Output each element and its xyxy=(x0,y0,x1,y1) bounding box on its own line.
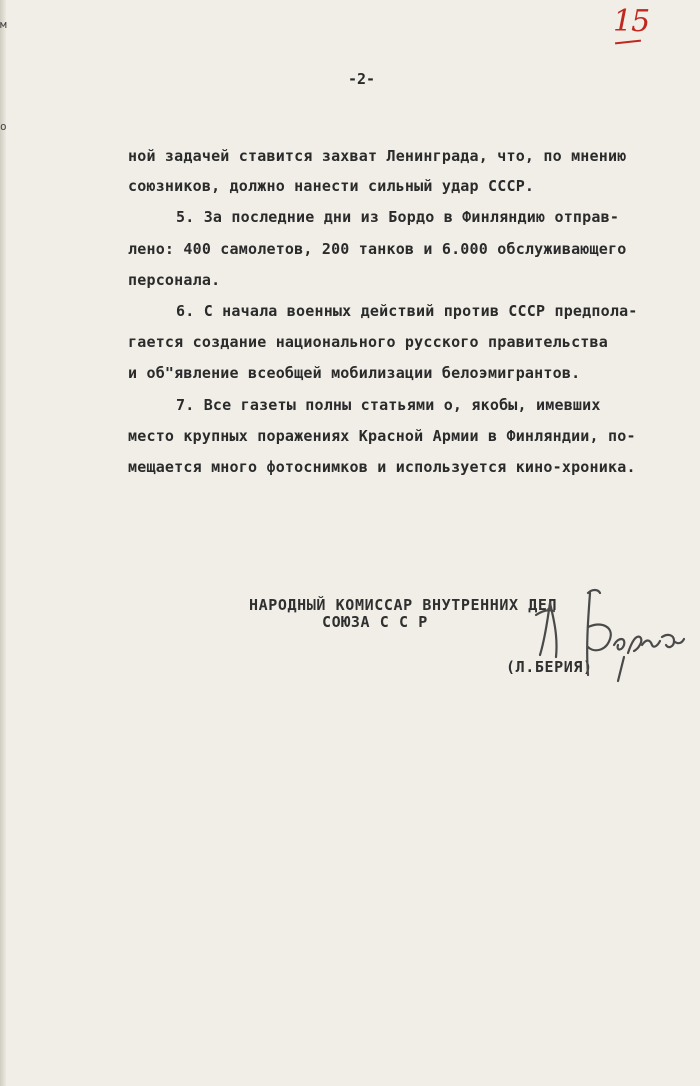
edge-mark: о xyxy=(0,120,7,133)
text-line: мещается много фотоснимков и используется кино-хроника. xyxy=(128,458,636,476)
folio-number: 15 xyxy=(613,4,650,39)
signatory-title: НАРОДНЫЙ КОМИССАР ВНУТРЕННИХ ДЕЛ xyxy=(249,596,558,614)
text-line: и об"явление всеобщей мобилизации белоэмигрантов. xyxy=(128,364,581,382)
signatory-name: (Л.БЕРИЯ) xyxy=(506,658,593,676)
page-number: -2- xyxy=(348,70,376,88)
signatory-organization: СОЮЗА С С Р xyxy=(322,613,428,631)
text-line: 6. С начала военных действий против СССР предпола- xyxy=(176,302,638,320)
text-line: 5. За последние дни из Бордо в Финляндию отправ- xyxy=(176,208,620,226)
text-line: ной задачей ставится захват Ленинграда, что, по мнению xyxy=(128,147,627,165)
text-line: гается создание национального русского правительства xyxy=(128,333,608,351)
edge-mark: м xyxy=(0,18,7,31)
text-line: лено: 400 самолетов, 200 танков и 6.000 обслуживающего xyxy=(128,240,627,258)
text-line: персонала. xyxy=(128,271,221,289)
text-line: союзников, должно нанести сильный удар СССР. xyxy=(128,177,535,195)
text-line: место крупных поражениях Красной Армии в Финляндии, по- xyxy=(128,427,636,445)
text-line: 7. Все газеты полны статьями о, якобы, имевших xyxy=(176,396,601,414)
handwritten-signature xyxy=(528,575,698,695)
folio-underline xyxy=(615,40,641,45)
page-left-edge xyxy=(0,0,6,1086)
